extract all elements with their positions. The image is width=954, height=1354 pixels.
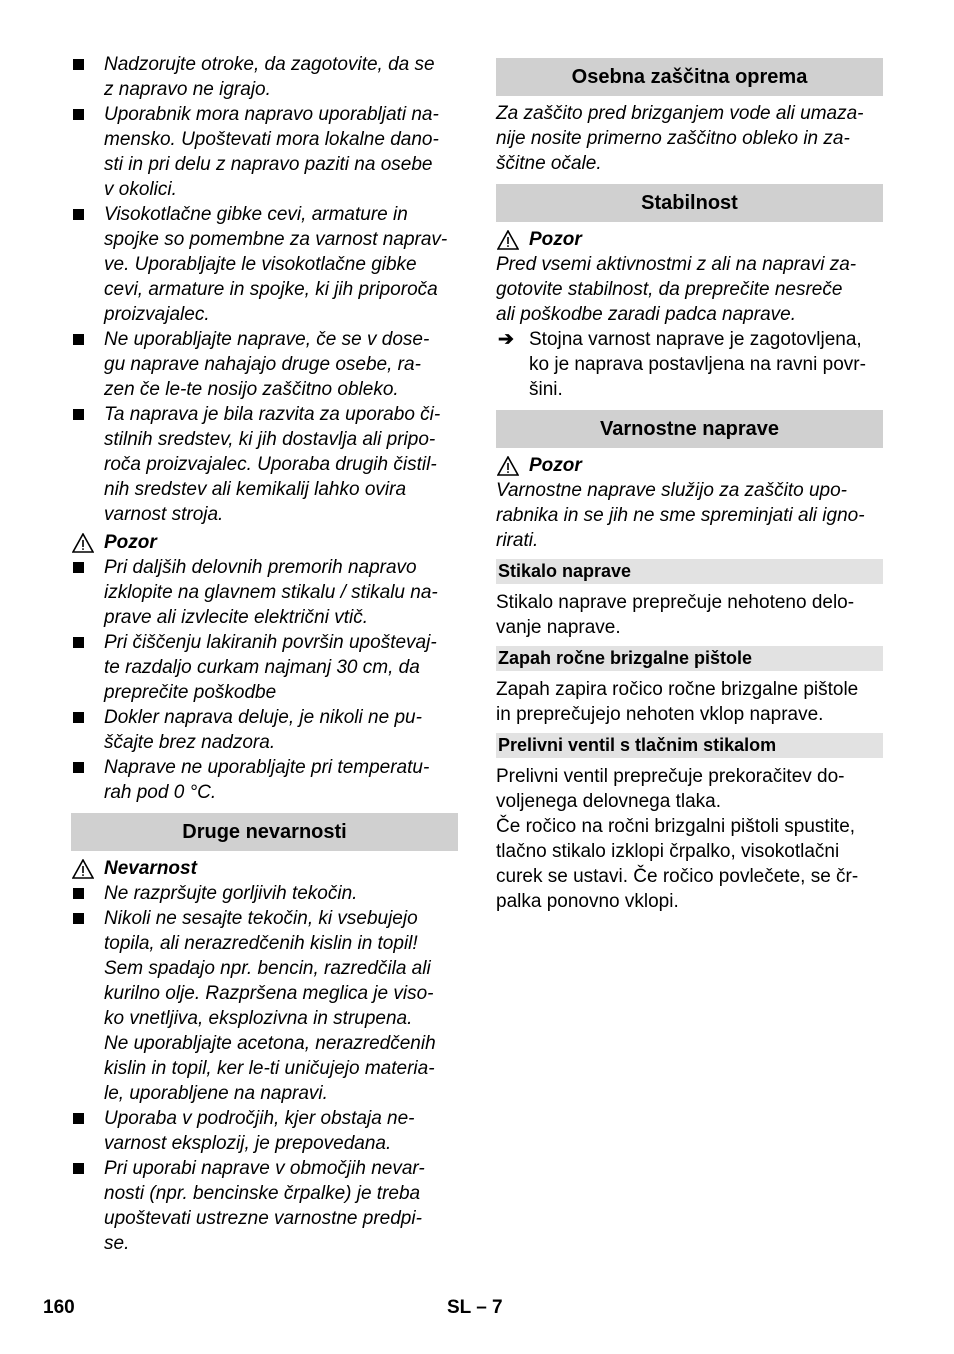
text-line: stilnih sredstev, ki jih dostavlja ali pripo- (104, 429, 436, 450)
text-line: curek se ustavi. Če ročico povlečete, se čr- (496, 866, 859, 887)
list-item (71, 1156, 458, 1256)
bullet-list-pozor (71, 555, 458, 805)
text-line: Prelivni ventil preprečuje prekoračitev do- (496, 766, 845, 787)
warning-triangle-icon (72, 859, 94, 879)
text-line: se. (104, 1233, 130, 1254)
text-line: sti in pri delu z napravo paziti na osebe (104, 154, 433, 175)
text-line: šini. (529, 379, 563, 400)
text-line: voljenega delovnega tlaka. (496, 791, 722, 812)
text-line: ve. Uporabljajte le visokotlačne gibke (104, 254, 417, 275)
text-line: Če ročico na ročni brizgalni pištoli spustite, (496, 816, 856, 837)
text-line: zen če le-te nosijo zaščitno obleko. (104, 379, 399, 400)
text-line: Nadzorujte otroke, da zagotovite, da se (104, 54, 435, 75)
text-line: Pri uporabi naprave v območjih nevar- (104, 1158, 425, 1179)
text-line: nosti (npr. bencinske črpalke) je treba (104, 1183, 421, 1204)
subheading-zapah: Zapah ročne brizgalne pištole (496, 646, 883, 671)
stabilnost-arrow-item (496, 327, 883, 402)
text-line: ščajte brez nadzora. (104, 732, 276, 753)
warning-pozor (496, 227, 883, 252)
square-bullet-icon (73, 109, 84, 120)
text-line: Ta naprava je bila razvita za uporabo či- (104, 404, 441, 425)
text-line: Uporaba v področjih, kjer obstaja ne- (104, 1108, 415, 1129)
arrow-item-text (529, 327, 883, 402)
text-line: cevi, armature in spojke, ki jih priporoča (104, 279, 438, 300)
text-line: z napravo ne igrajo. (104, 79, 271, 100)
text-line: vanje naprave. (496, 617, 621, 638)
text-line: Za zaščito pred brizganjem vode ali umaza- (496, 103, 864, 124)
text-line: nije nosite primerno zaščitno obleko in za- (496, 128, 850, 149)
list-item (71, 327, 458, 402)
subheading-stikalo: Stikalo naprave (496, 559, 883, 584)
text-line: Ne uporabljajte acetona, nerazredčenih (104, 1033, 436, 1054)
text-line: Zapah zapira ročico ročne brizgalne pištole (496, 679, 859, 700)
square-bullet-icon (73, 1113, 84, 1124)
text-line: Pri daljših delovnih premorih napravo (104, 557, 417, 578)
text-line: spojke so pomembne za varnost naprav- (104, 229, 448, 250)
list-item (71, 52, 458, 102)
text-line: Varnostne naprave služijo za zaščito upo- (496, 480, 847, 501)
text-line: ščitne očale. (496, 153, 602, 174)
text-line: proizvajalec. (104, 304, 210, 325)
text-line: palka ponovno vklopi. (496, 891, 679, 912)
square-bullet-icon (73, 888, 84, 899)
list-item (71, 755, 458, 805)
text-line: v okolici. (104, 179, 177, 200)
text-line: topila, ali nerazredčenih kislin in topil! (104, 933, 418, 954)
warning-triangle-icon (72, 533, 94, 553)
text-line: in preprečujejo nehoten vklop naprave. (496, 704, 824, 725)
bullet-list-general (71, 52, 458, 527)
text-line: mensko. Upoštevati mora lokalne dano- (104, 129, 439, 150)
section-marker: SL – 7 (447, 1297, 503, 1318)
text-line: Visokotlačne gibke cevi, armature in (104, 204, 408, 225)
warning-label: Pozor (529, 229, 582, 250)
text-line: roča proizvajalec. Uporaba drugih čistil- (104, 454, 437, 475)
square-bullet-icon (73, 409, 84, 420)
text-line: ko je naprava postavljena na ravni povr- (529, 354, 866, 375)
list-item (71, 555, 458, 630)
square-bullet-icon (73, 562, 84, 573)
text-line: kurilno olje. Razpršena meglica je viso- (104, 983, 434, 1004)
text-line: preprečite poškodbe (104, 682, 277, 703)
text-line: Dokler naprava deluje, je nikoli ne pu- (104, 707, 422, 728)
square-bullet-icon (73, 712, 84, 723)
stikalo-text (496, 590, 883, 640)
text-line: Sem spadajo npr. bencin, razredčila ali (104, 958, 431, 979)
prelivni-text (496, 764, 883, 914)
text-line: upoštevati ustrezne varnostne predpi- (104, 1208, 422, 1229)
square-bullet-icon (73, 762, 84, 773)
list-item (71, 402, 458, 527)
text-line: kislin in topil, ker le-ti uničujejo materia- (104, 1058, 435, 1079)
warning-label: Pozor (104, 532, 157, 553)
text-line: ali poškodbe zaradi padca naprave. (496, 304, 796, 325)
square-bullet-icon (73, 913, 84, 924)
text-line: gotovite stabilnost, da preprečite nesreče (496, 279, 843, 300)
list-item (71, 630, 458, 705)
text-line: Pred vsemi aktivnostmi z ali na napravi za- (496, 254, 857, 275)
square-bullet-icon (73, 637, 84, 648)
text-line: ko vnetljiva, eksplozivna in strupena. (104, 1008, 413, 1029)
square-bullet-icon (73, 59, 84, 70)
list-item (71, 102, 458, 202)
text-line: Nikoli ne sesajte tekočin, ki vsebujejo (104, 908, 418, 929)
arrow-right-icon: ➔ (498, 329, 514, 350)
section-heading-osebna: Osebna zaščitna oprema (496, 58, 883, 96)
warning-triangle-icon (497, 230, 519, 250)
text-line: Pri čiščenju lakiranih površin upoštevaj- (104, 632, 437, 653)
subheading-prelivni: Prelivni ventil s tlačnim stikalom (496, 733, 883, 758)
text-line: Naprave ne uporabljajte pri temperatu- (104, 757, 430, 778)
left-column (71, 52, 458, 1256)
warning-triangle-icon (497, 456, 519, 476)
text-line: tlačno stikalo izklopi črpalko, visokotlačni (496, 841, 840, 862)
text-line: Uporabnik mora napravo uporabljati na- (104, 104, 439, 125)
text-line: nih sredstev ali kemikalij lahko ovira (104, 479, 407, 500)
text-line: le, uporabljene na napravi. (104, 1083, 328, 1104)
square-bullet-icon (73, 334, 84, 345)
square-bullet-icon (73, 1163, 84, 1174)
text-line: rabnika in se jih ne sme spreminjati ali igno- (496, 505, 865, 526)
list-item (71, 881, 458, 906)
text-line: Stikalo naprave preprečuje nehoteno delo- (496, 592, 855, 613)
list-item (71, 1106, 458, 1156)
text-line: gu naprave nahajajo druge osebe, ra- (104, 354, 421, 375)
warning-label: Nevarnost (104, 858, 197, 879)
text-line: Ne uporabljajte naprave, če se v dose- (104, 329, 430, 350)
text-line: varnost eksplozij, je prepovedana. (104, 1133, 392, 1154)
text-line: Ne razpršujte gorljivih tekočin. (104, 883, 358, 904)
text-line: Stojna varnost naprave je zagotovljena, (529, 329, 862, 350)
square-bullet-icon (73, 209, 84, 220)
text-line: rirati. (496, 530, 539, 551)
warning-pozor (71, 530, 458, 555)
section-heading-stabilnost: Stabilnost (496, 184, 883, 222)
list-item (71, 202, 458, 327)
list-item (71, 906, 458, 1106)
section-heading-druge-nevarnosti: Druge nevarnosti (71, 813, 458, 851)
text-line: te razdaljo curkam najmanj 30 cm, da (104, 657, 420, 678)
warning-nevarnost (71, 856, 458, 881)
varnostne-text (496, 478, 883, 553)
text-line: prave ali izvlecite električni vtič. (104, 607, 368, 628)
stabilnost-text (496, 252, 883, 327)
page-number: 160 (43, 1297, 75, 1318)
osebna-text (496, 101, 883, 176)
list-item (71, 705, 458, 755)
zapah-text (496, 677, 883, 727)
section-heading-varnostne: Varnostne naprave (496, 410, 883, 448)
text-line: varnost stroja. (104, 504, 224, 525)
warning-label: Pozor (529, 455, 582, 476)
warning-pozor (496, 453, 883, 478)
text-line: izklopite na glavnem stikalu / stikalu na- (104, 582, 438, 603)
text-line: rah pod 0 °C. (104, 782, 217, 803)
right-column (496, 58, 883, 914)
bullet-list-nevarnost (71, 881, 458, 1256)
